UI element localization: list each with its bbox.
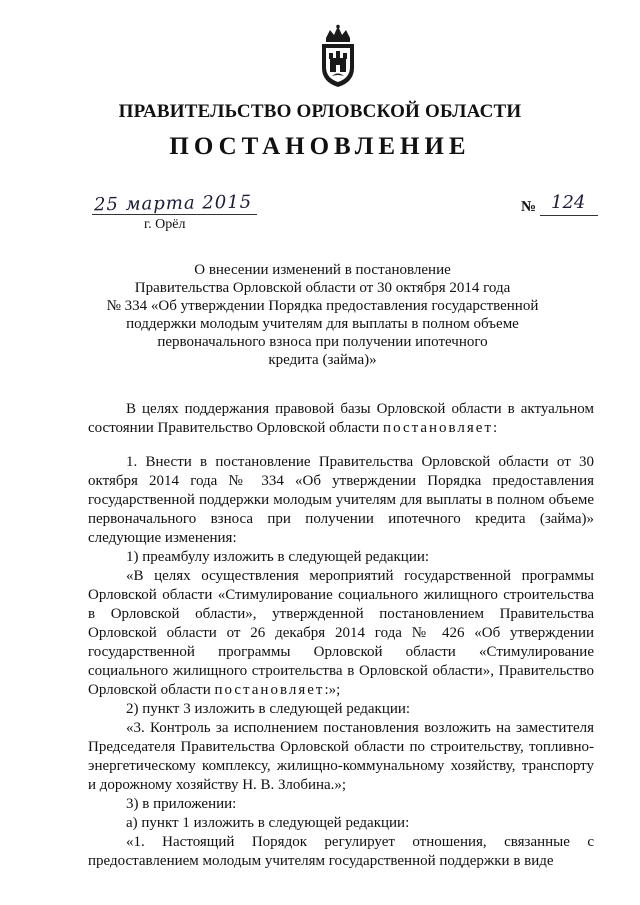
- body-paragraph: а) пункт 1 изложить в следующей редакции:: [126, 815, 410, 831]
- document-type: ПОСТАНОВЛЕНИЕ: [169, 133, 471, 160]
- spaced-keyword: постановляет: [383, 420, 494, 436]
- body-paragraph: 2) пункт 3 изложить в следующей редакции:: [126, 701, 411, 717]
- date-underline: [92, 214, 257, 215]
- preamble-text: В целях поддержания правовой базы Орловской области в актуальном состоянии Правительство Орловской области: [88, 401, 594, 436]
- preamble: [88, 400, 594, 438]
- government-title: ПРАВИТЕЛЬСТВО ОРЛОВСКОЙ ОБЛАСТИ: [118, 101, 522, 122]
- document-subject: [90, 261, 555, 369]
- subject-line: кредита (займа)»: [268, 352, 377, 368]
- body-paragraph: 1) преамбулу изложить в следующей редакции:: [126, 549, 430, 565]
- body-paragraph: [88, 567, 594, 700]
- document-body: [88, 453, 594, 871]
- paragraph-tail: :»;: [324, 682, 341, 698]
- preamble-paragraph: [88, 400, 594, 438]
- handwritten-number: 124: [551, 192, 586, 213]
- spaced-keyword: постановляет: [214, 682, 325, 698]
- body-paragraph: 1. Внести в постановление Правительства Орловской области от 30 октября 2014 года № 334 «Об утверждении Порядка предоставления государственной поддержки молодым учителям для выплаты в полном объеме первоначального взноса при получении ипотечного кредита (займа)» следующие изменения:: [88, 454, 594, 546]
- subject-line: Правительства Орловской области от 30 октября 2014 года: [134, 280, 511, 296]
- subject-line: О внесении изменений в постановление: [194, 262, 451, 278]
- number-label: №: [521, 199, 537, 215]
- paragraph-text: «В целях осуществления мероприятий государственной программы Орловской области «Стимулирование социального жилищного строительства в Орловской области», утвержденной постановлением Правительства Орловской области от 26 декабря 2014 года № 426 «Об утверждении государственной программы Орловской области «Стимулирование социального жилищного строительства в Орловской области», Правительство Орловской области: [88, 568, 594, 698]
- body-paragraph: 3) в приложении:: [126, 796, 237, 812]
- coat-of-arms-emblem: [318, 24, 358, 88]
- preamble-tail: :: [493, 420, 498, 436]
- place-of-issue: г. Орёл: [144, 217, 186, 232]
- subject-line: поддержки молодым учителям для выплаты в полном объеме: [126, 316, 519, 332]
- body-paragraph: «1. Настоящий Порядок регулирует отношения, связанные с предоставлением молодым учителям государственной поддержки в виде: [88, 834, 594, 869]
- number-underline: [540, 215, 598, 216]
- handwritten-date: 25 марта 2015: [93, 191, 253, 216]
- subject-line: первоначального взноса при получении ипотечного: [157, 334, 488, 350]
- subject-line: № 334 «Об утверждении Порядка предоставления государственной: [106, 298, 539, 314]
- body-paragraph: «3. Контроль за исполнением постановления возложить на заместителя Председателя Правительства Орловской области по строительству, топливно-энергетическому комплексу, жилищно-коммунальному хозяйству, транспорту и дорожному хозяйству Н. В. Злобина.»;: [88, 720, 594, 793]
